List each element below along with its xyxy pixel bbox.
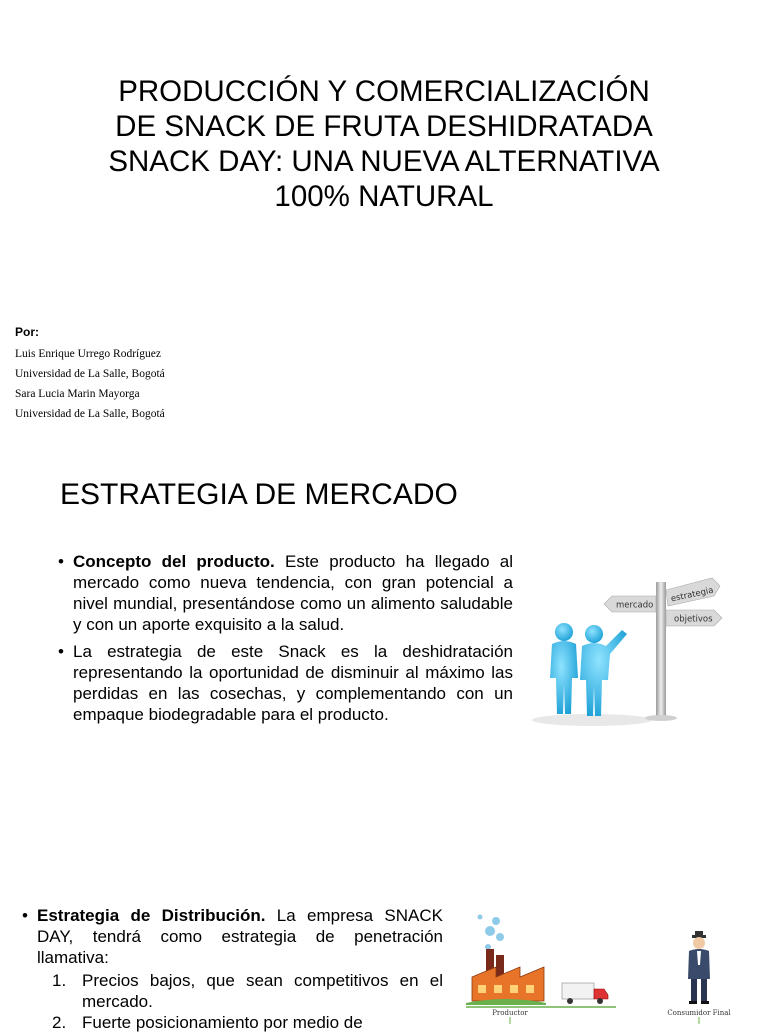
authors-block bbox=[15, 322, 165, 424]
truck-icon bbox=[562, 983, 608, 1004]
bullet-text: La estrategia de este Snack es la deshidratación representando la oportunidad de disminuir al máximo las perdidas en las cosechas, y complementando con un empaque biodegradable para el producto. bbox=[73, 642, 513, 724]
consumer-label: Consumidor Final bbox=[667, 1009, 731, 1017]
person-figure-right bbox=[580, 625, 627, 716]
bullet-distribution-strategy bbox=[22, 905, 443, 1033]
authors-label: Por: bbox=[15, 325, 39, 339]
section-title: ESTRATEGIA DE MERCADO bbox=[60, 478, 458, 511]
bullet-text: La empresa SNACK DAY, tendrá como estrategia de penetración llamativa: bbox=[37, 906, 443, 967]
distribution-diagram bbox=[466, 905, 738, 1024]
sign-strategy bbox=[666, 578, 720, 606]
person-figure-left bbox=[550, 623, 578, 714]
list-item-text: Precios bajos, que sean competitivos en el mercado. bbox=[82, 971, 443, 1011]
list-item-text: Fuerte posicionamiento por medio de bbox=[82, 1013, 363, 1032]
strategy-bullet-list bbox=[58, 551, 513, 731]
title-line-2: DE SNACK DE FRUTA DESHIDRATADA bbox=[115, 110, 653, 143]
bullet-dehydration-strategy bbox=[58, 641, 513, 725]
bullet-bold-label: Concepto del producto. bbox=[73, 552, 275, 571]
consumer-figure bbox=[688, 931, 710, 1004]
producer-label: Productor bbox=[492, 1009, 528, 1017]
svg-text:mercado: mercado bbox=[616, 600, 654, 611]
signpost-image bbox=[522, 560, 748, 728]
list-item bbox=[52, 970, 443, 1012]
bullet-text: Este producto ha llegado al mercado como nueva tendencia, con gran potencial a nivel mundial, presentándose como un alimento saludable y con un aporte exquisito a la salud. bbox=[73, 552, 513, 634]
list-number: 1. bbox=[52, 971, 67, 990]
author-name-1: Luis Enrique Urrego Rodríguez bbox=[15, 348, 161, 360]
sign-post bbox=[656, 582, 666, 718]
distribution-bullet-list bbox=[22, 905, 443, 1033]
title-line-3: SNACK DAY: UNA NUEVA ALTERNATIVA bbox=[108, 145, 660, 178]
list-item bbox=[52, 1012, 443, 1033]
factory-icon bbox=[466, 949, 546, 1005]
author-name-2: Sara Lucia Marin Mayorga bbox=[15, 388, 140, 400]
title-line-1: PRODUCCIÓN Y COMERCIALIZACIÓN bbox=[118, 75, 650, 108]
title-line-4: 100% NATURAL bbox=[274, 180, 494, 213]
list-number: 2. bbox=[52, 1013, 67, 1032]
sign-objectives bbox=[666, 610, 722, 626]
author-affiliation-2: Universidad de La Salle, Bogotá bbox=[15, 408, 165, 420]
svg-text:estrategia: estrategia bbox=[670, 585, 715, 605]
svg-text:objetivos: objetivos bbox=[674, 614, 713, 625]
smoke-bubbles bbox=[478, 915, 505, 951]
bullet-product-concept bbox=[58, 551, 513, 635]
document-title bbox=[60, 74, 708, 214]
bullet-bold-label: Estrategia de Distribución. bbox=[37, 906, 266, 925]
sign-market bbox=[604, 596, 656, 612]
author-affiliation-1: Universidad de La Salle, Bogotá bbox=[15, 368, 165, 380]
